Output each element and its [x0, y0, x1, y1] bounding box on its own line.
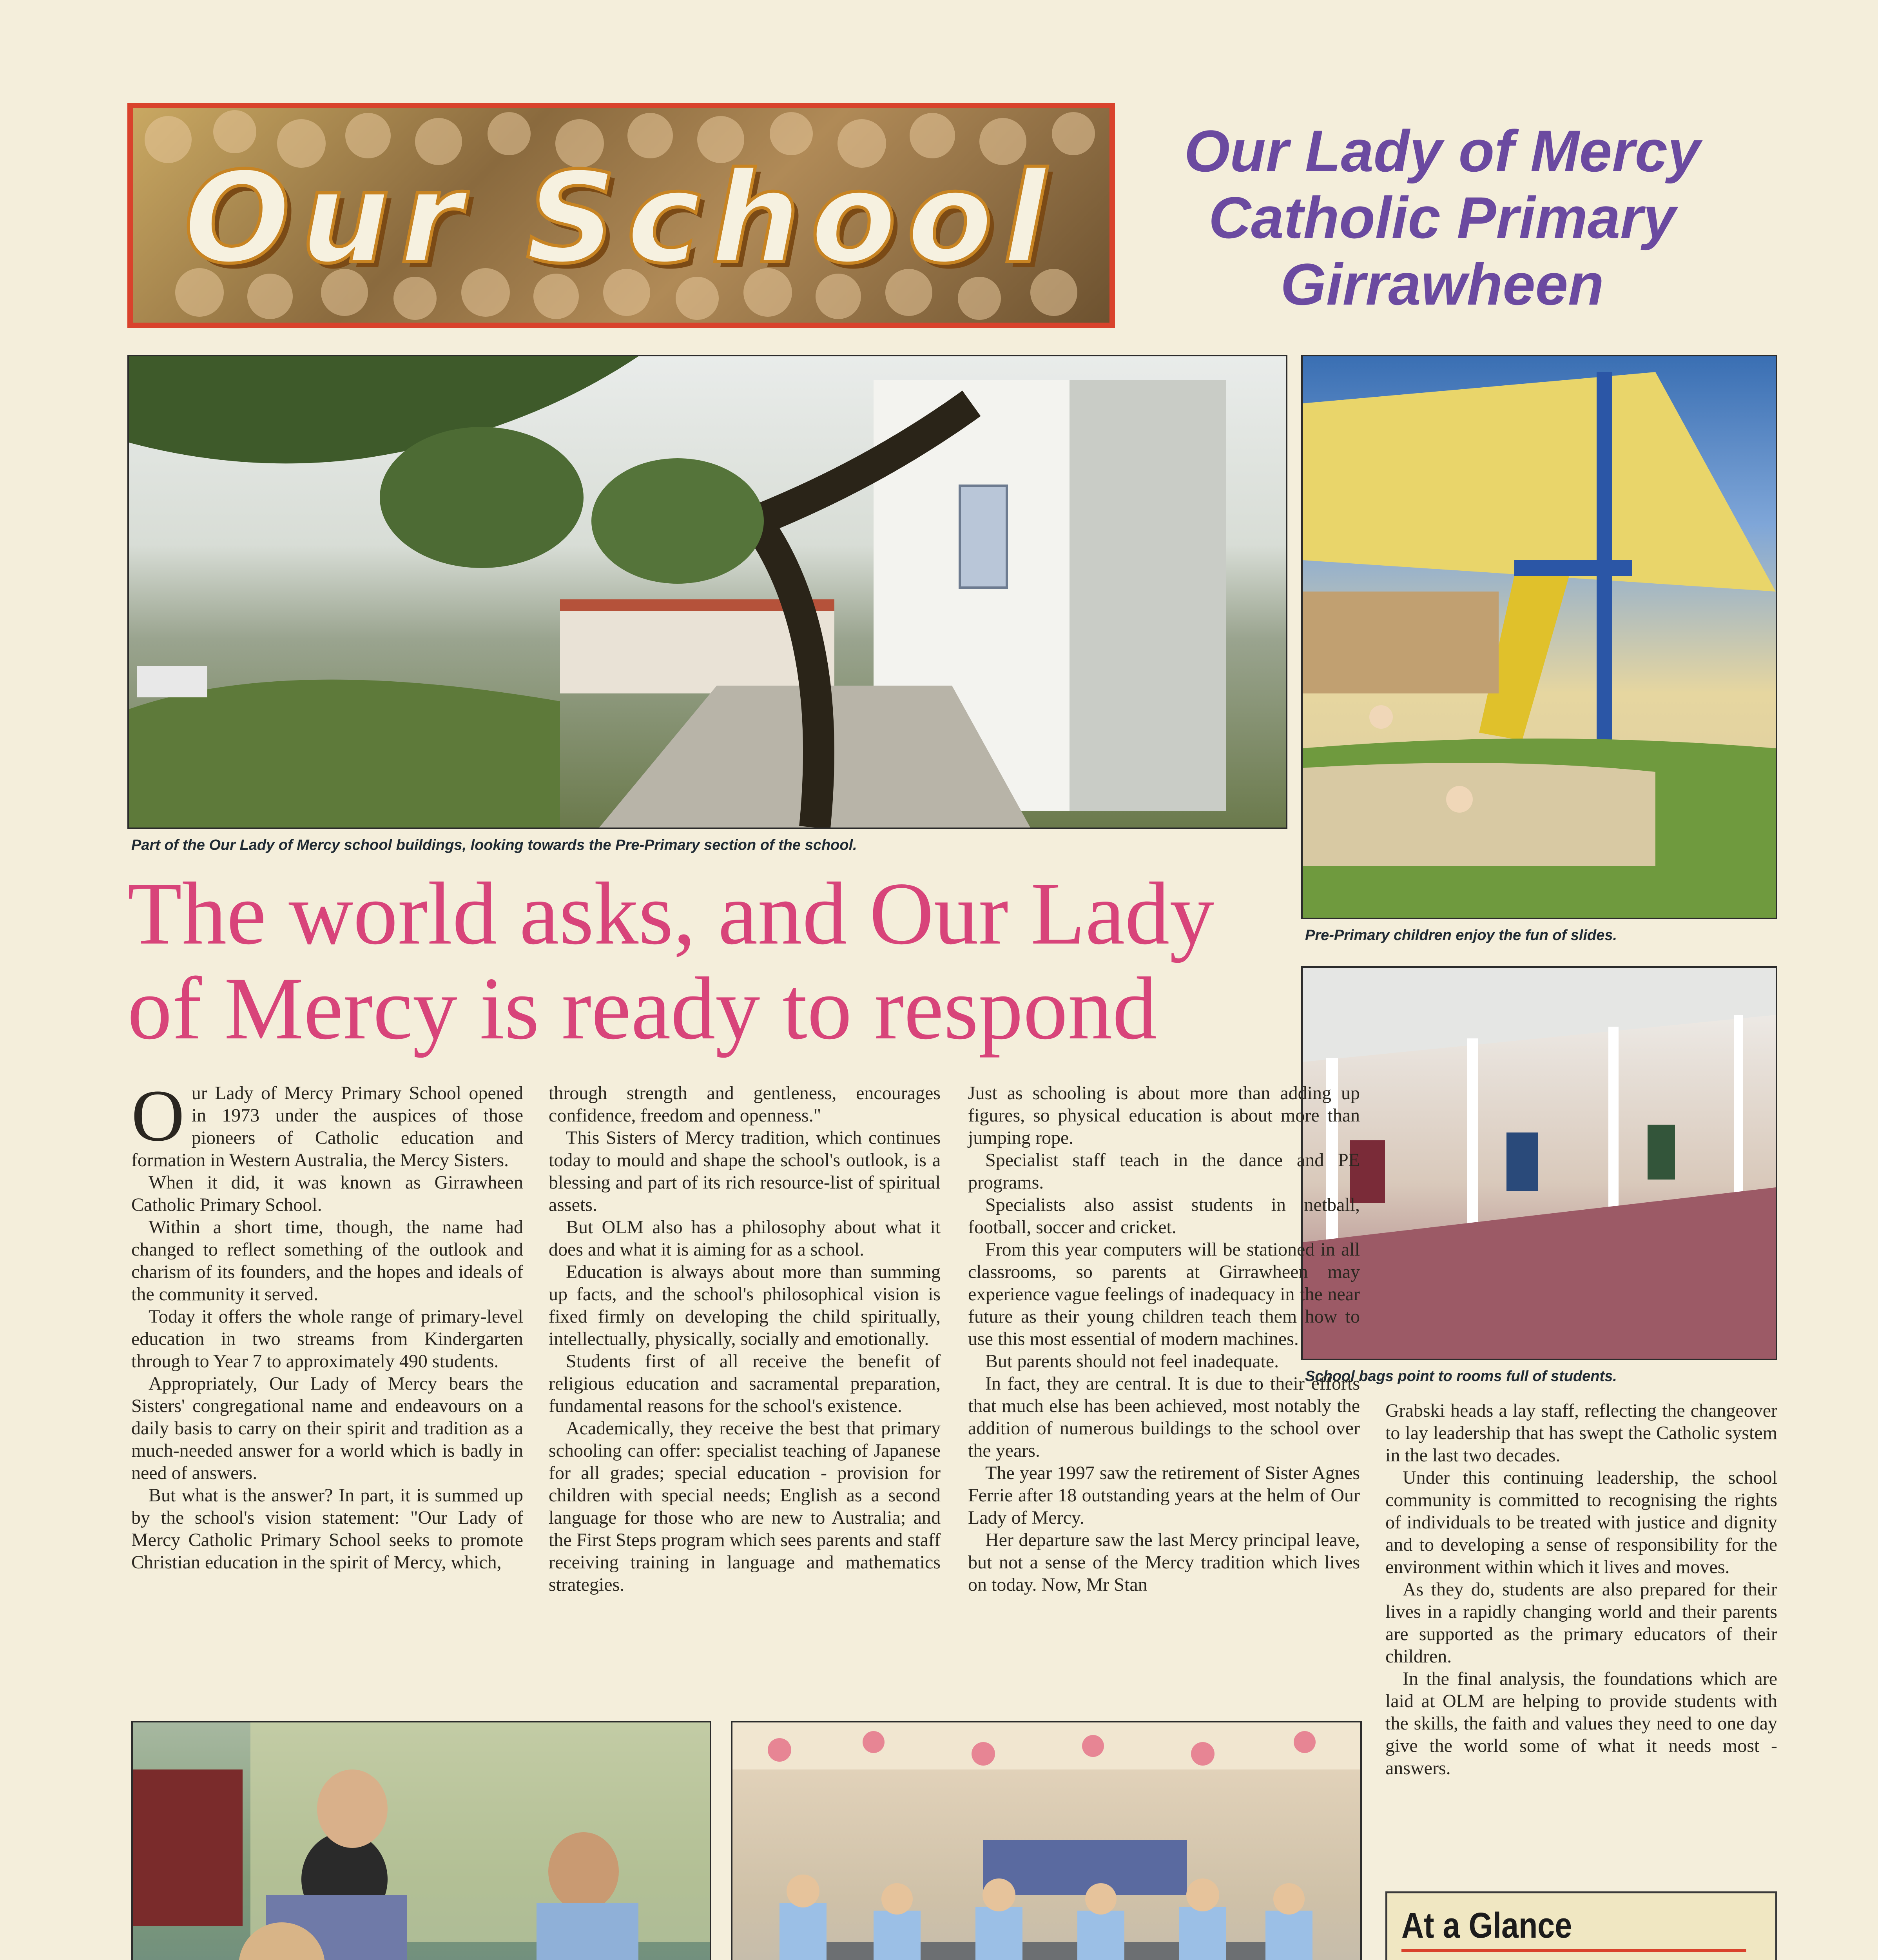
article-paragraph: Education is always about more than summing up facts, and the school's philosophical vision is fixed firmly on developing the child spiritually, intellectually, physically, socially and emotionally.: [549, 1261, 941, 1349]
article-paragraph: Specialists also assist students in netball, football, soccer and cricket.: [968, 1194, 1360, 1238]
article-column-1: [131, 1074, 523, 1573]
article-paragraph: As they do, students are also prepared for their lives in a rapidly changing world and their parents are supported as the primary educators of their children.: [1385, 1579, 1777, 1667]
article-column-3: [968, 1082, 1360, 1596]
our-school-logo-text: Our School: [184, 145, 1057, 291]
school-buildings-photo: [127, 355, 1287, 829]
preprimary-photo-caption: Pre-Primary children enjoy the fun of slides.: [1305, 927, 1617, 944]
article-paragraph: Specialist staff teach in the dance and PE programs.: [968, 1150, 1360, 1193]
at-a-glance-box: [1385, 1891, 1777, 1960]
our-school-logo: [127, 103, 1115, 328]
article-paragraph: But OLM also has a philosophy about what it does and what it is aiming for as a school.: [549, 1217, 941, 1260]
article-headline: The world asks, and Our Lady of Mercy is ready to respond: [127, 864, 1215, 1058]
school-name-line-2: Catholic Primary: [1208, 185, 1676, 250]
article-paragraph: The year 1997 saw the retirement of Sister Agnes Ferrie after 18 outstanding years at the helm of Our Lady of Mercy.: [968, 1463, 1360, 1528]
at-a-glance-divider: [1401, 1949, 1746, 1952]
article-paragraph: From this year computers will be stationed in all classrooms, so parents at Girrawheen may experience vague feelings of inadequacy in the near future as their young children teach them how to use this most essential of modern machines.: [968, 1239, 1360, 1349]
article-paragraph: In fact, they are central. It is due to their efforts that much else has been achieved, most notably the addition of numerous buildings to the school over the years.: [968, 1373, 1360, 1461]
article-paragraph: through strength and gentleness, encourages confidence, freedom and openness.": [549, 1083, 941, 1126]
article-paragraph: Grabski heads a lay staff, reflecting the changeover to lay leadership that has swept the Catholic system in the last two decades.: [1385, 1400, 1777, 1466]
article-paragraph: Just as schooling is about more than adding up figures, so physical education is about more than jumping rope.: [968, 1083, 1360, 1148]
article-column-2: [549, 1082, 941, 1596]
article-paragraph: Under this continuing leadership, the school community is committed to recognising the rights of individuals to be treated with justice and dignity and to developing a sense of responsibility for the environment within which it lives and moves.: [1385, 1467, 1777, 1577]
main-photo-caption: Part of the Our Lady of Mercy school buildings, looking towards the Pre-Primary section of the school.: [131, 837, 857, 853]
school-bags-photo: [1301, 966, 1777, 1360]
article-paragraph: When it did, it was known as Girrawheen Catholic Primary School.: [131, 1172, 523, 1215]
article-column-4: [1385, 1399, 1777, 1779]
at-a-glance-title: At a Glance: [1401, 1906, 1572, 1945]
happy-students-image: [732, 1722, 1360, 1960]
article-paragraph: This Sisters of Mercy tradition, which continues today to mould and shape the school's outlook, is a blessing and part of its rich resource-list of spiritual assets.: [549, 1127, 941, 1215]
article-paragraph: Today it offers the whole range of primary-level education in two streams from Kindergarten through to Year 7 to approximately 490 students.: [131, 1306, 523, 1372]
class-group-photo: [731, 1721, 1362, 1960]
corridor-image: [1303, 968, 1776, 1359]
school-name-line-3: Girrawheen: [1280, 251, 1604, 317]
classroom-exercise-image: [133, 1722, 710, 1960]
article-paragraph: Her departure saw the last Mercy principal leave, but not a sense of the Mercy tradition which lives on today. Now, Mr Stan: [968, 1530, 1360, 1595]
playground-image: [1303, 356, 1776, 918]
teacher-students-photo: [131, 1721, 711, 1960]
article-paragraph: Within a short time, though, the name had changed to reflect something of the outlook and charism of its founders, and the hopes and ideals of the community it served.: [131, 1217, 523, 1305]
article-paragraph: Students first of all receive the benefit of religious education and sacramental preparation, fundamental reasons for the school's existence.: [549, 1351, 941, 1416]
article-dropcap: O: [131, 1074, 185, 1156]
bags-photo-caption: School bags point to rooms full of students.: [1305, 1368, 1617, 1385]
article-paragraph: But parents should not feel inadequate.: [985, 1351, 1279, 1372]
article-paragraph: But what is the answer? In part, it is summed up by the school's vision statement: "Our Lady of Mercy Catholic Primary School seeks to promote Christian education in the spirit of Mercy, which,: [131, 1485, 523, 1573]
article-paragraph: Appropriately, Our Lady of Mercy bears the Sisters' congregational name and endeavours on a daily basis to carry on their spirit and tradition as a much-needed answer for a world which is badly in need of answers.: [131, 1373, 523, 1483]
article-paragraph: ur Lady of Mercy Primary School opened in 1973 under the auspices of those pioneers of Catholic education and formation in Western Australia, the Mercy Sisters.: [131, 1083, 523, 1171]
article-paragraph: Academically, they receive the best that primary schooling can offer: specialist teaching of Japanese for all grades; special education - provision for children with special needs; English as a second language for those who are new to Australia; and the First Steps program which sees parents and staff receiving training in language and mathematics strategies.: [549, 1418, 941, 1595]
school-name-title: [1129, 118, 1756, 318]
school-name-line-1: Our Lady of Mercy: [1184, 118, 1700, 184]
school-buildings-image: [129, 356, 1286, 828]
article-paragraph: In the final analysis, the foundations which are laid at OLM are helping to provide students with the skills, the faith and values they need to one day give the world some of what it needs most - answers.: [1385, 1668, 1777, 1779]
preprimary-slides-photo: [1301, 355, 1777, 919]
